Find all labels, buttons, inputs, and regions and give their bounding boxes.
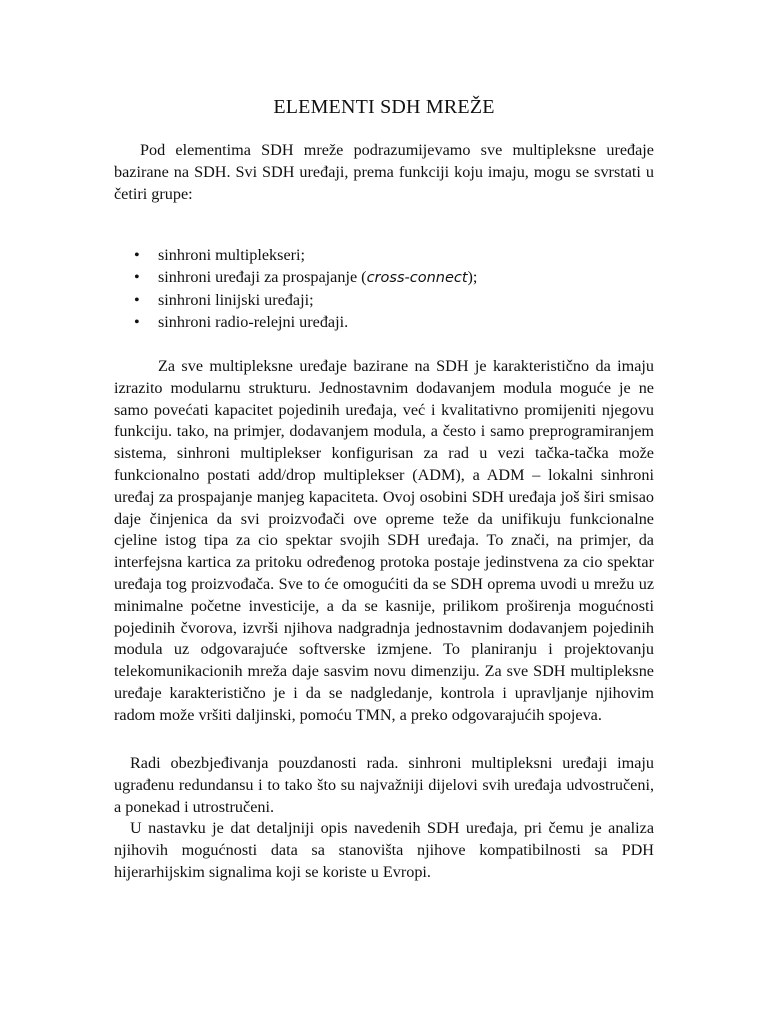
intro-paragraph: Pod elementima SDH mreže podrazumijevamo sve multipleksne uređaje bazirane na SDH. Svi SDH uređaji, prema funkciji koju imaju, mogu se svrstati u četiri grupe: <box>114 141 654 203</box>
cross-connect-term: cross-connect <box>366 270 468 286</box>
list-item <box>114 266 654 289</box>
list-item-text: sinhroni multiplekseri; <box>158 246 306 264</box>
list-item <box>114 311 654 333</box>
list-item-text-end: ); <box>467 268 478 286</box>
list-item <box>114 289 654 311</box>
continuation-paragraph: U nastavku je dat detaljniji opis navedenih SDH uređaja, pri čemu je analiza njihovih mogućnosti data sa stanovišta njihove kompatibilnosti sa PDH hijerarhijskim signalima koji se koriste u Evropi. <box>114 819 654 881</box>
modular-structure-paragraph: Za sve multipleksne uređaje bazirane na SDH je karakteristično da imaju izrazito modularnu strukturu. Jednostavnim dodavanjem modula moguće je ne samo povećati kapacitet pojedinih uređaja, već i kvalitativno promijeniti njegovu funkciju. tako, na primjer, dodavanjem modula, a često i samo preprogramiranjem sistema, sinhroni multiplekser konfigurisan za rad u vezi tačka-tačka može funkcionalno postati add/drop multiplekser (ADM), a ADM – lokalni sinhroni uređaj za prospajanje manjeg kapaciteta. Ovoj osobini SDH uređaja još širi smisao daje činjenica da svi proizvođači ove opreme teže da unifikuju funkcionalne cjeline istog tipa za cio spektar svojih SDH uređaja. To znači, na primjer, da interfejsna kartica za pritoku određenog protoka postaje jedinstvena za cio spektar uređaja tog proizvođača. Sve to će omogućiti da se SDH oprema uvodi u mrežu uz minimalne početne investicije, a da se kasnije, prilikom proširenja mogućnosti pojedinih čvorova, izvrši njihova nadgradnja jednostavnim dodavanjem pojedinih modula uz odgovarajuće softverske izmjene. To planiranju i projektovanju telekomunikacionih mreža daje sasvim novu dimenziju. Za sve SDH multipleksne uređaje karakteristično je i da se nadgledanje, kontrola i upravljanje njihovim radom može vršiti daljinski, pomoću TMN, a preko odgovarajućih spojeva. <box>114 357 654 724</box>
list-item <box>114 244 654 266</box>
list-item-text: sinhroni linijski uređaji; <box>158 291 314 309</box>
list-item-text: sinhroni radio-relejni uređaji. <box>158 313 349 331</box>
redundancy-paragraph: Radi obezbjeđivanja pouzdanosti rada. sinhroni multipleksni uređaji imaju ugrađenu redundansu i to tako što su najvažniji dijelovi svih uređaja udvostručeni, a ponekad i utrostručeni. <box>114 754 654 816</box>
document-title: ELEMENTI SDH MREŽE <box>273 96 495 118</box>
list-item-text: sinhroni uređaji za prospajanje ( <box>158 268 367 286</box>
device-group-list <box>114 244 654 333</box>
